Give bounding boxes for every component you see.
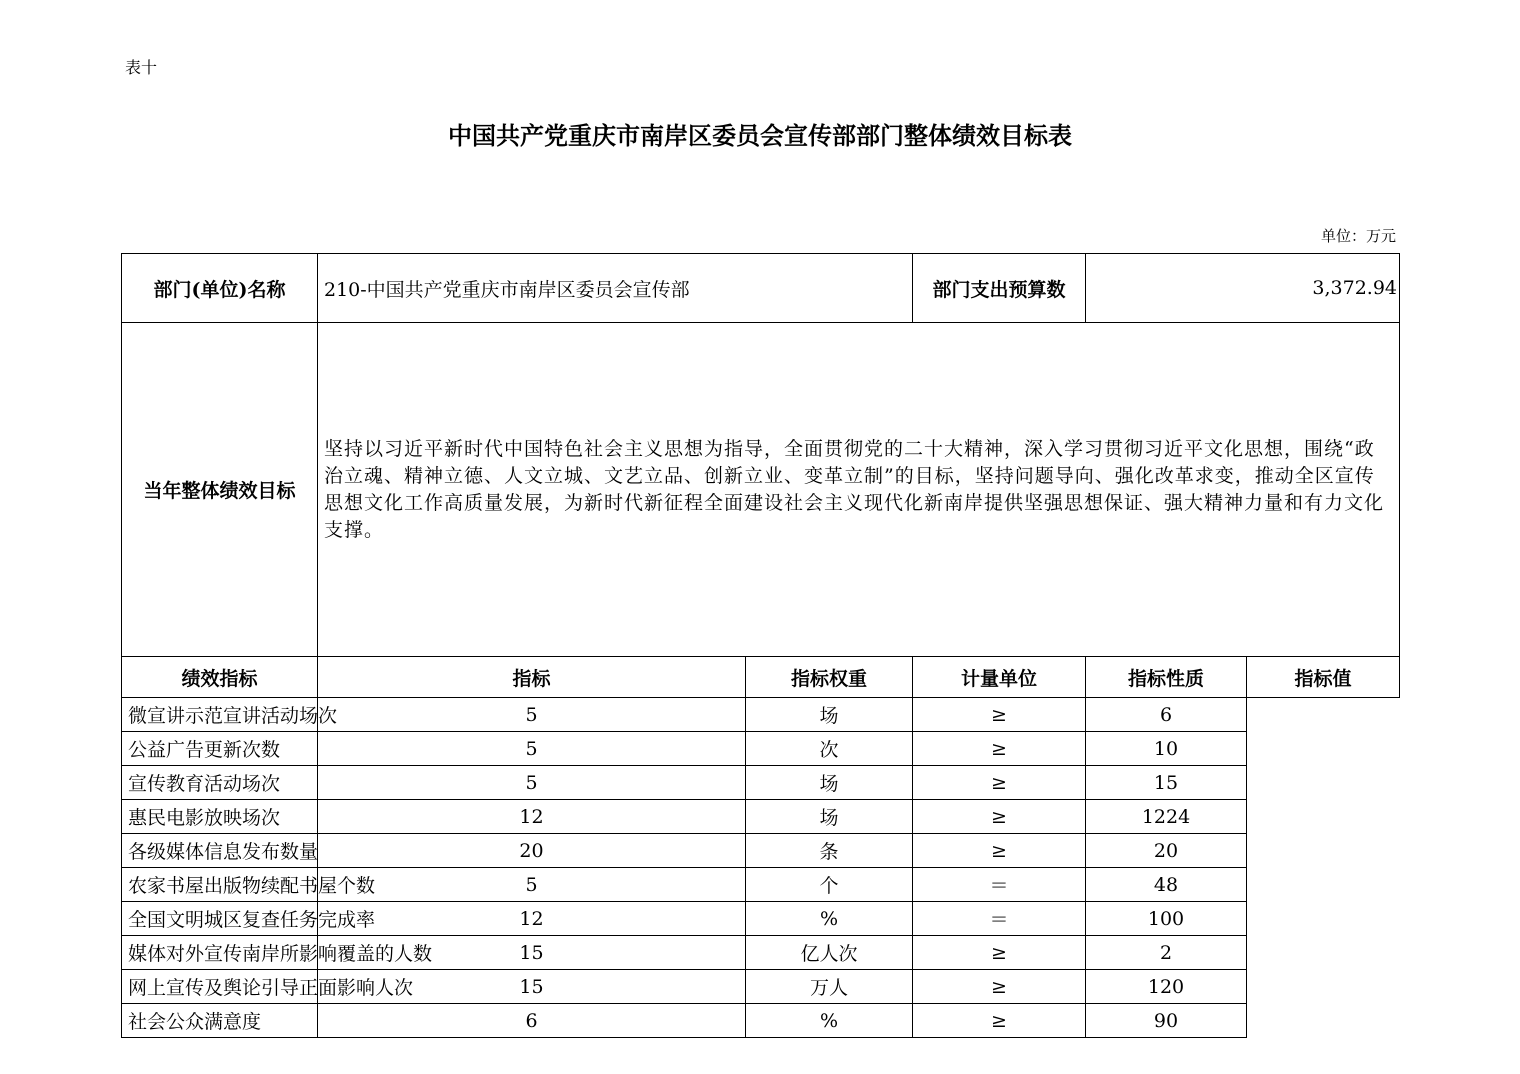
indicator-nature: ≥ xyxy=(913,698,1086,732)
header-nature: 指标性质 xyxy=(1086,657,1247,698)
table-row xyxy=(122,698,1400,732)
indicator-weight: 5 xyxy=(318,868,746,902)
indicator-nature: ＝ xyxy=(913,868,1086,902)
header-value: 指标值 xyxy=(1247,657,1400,698)
indicator-name: 社会公众满意度 xyxy=(122,1004,318,1038)
goal-row xyxy=(122,323,1400,657)
indicator-name: 各级媒体信息发布数量 xyxy=(122,834,318,868)
indicator-unit: 个 xyxy=(746,868,913,902)
table-row xyxy=(122,766,1400,800)
indicator-value: 1224 xyxy=(1086,800,1247,834)
indicator-name: 全国文明城区复查任务完成率 xyxy=(122,902,318,936)
table-row xyxy=(122,1004,1400,1038)
indicator-nature: ≥ xyxy=(913,732,1086,766)
indicator-nature: ≥ xyxy=(913,800,1086,834)
goal-label: 当年整体绩效目标 xyxy=(122,323,318,657)
indicator-unit: 场 xyxy=(746,766,913,800)
indicator-weight: 5 xyxy=(318,698,746,732)
budget-label: 部门支出预算数 xyxy=(913,254,1086,323)
budget-value: 3,372.94 xyxy=(1086,254,1400,323)
indicator-weight: 5 xyxy=(318,732,746,766)
indicator-value: 20 xyxy=(1086,834,1247,868)
indicator-nature: ≥ xyxy=(913,766,1086,800)
header-unit: 计量单位 xyxy=(913,657,1086,698)
indicator-name: 微宣讲示范宣讲活动场次 xyxy=(122,698,318,732)
indicator-unit: 万人 xyxy=(746,970,913,1004)
indicator-value: 6 xyxy=(1086,698,1247,732)
indicator-value: 2 xyxy=(1086,936,1247,970)
indicator-unit: 场 xyxy=(746,698,913,732)
indicator-value: 48 xyxy=(1086,868,1247,902)
goal-text: 坚持以习近平新时代中国特色社会主义思想为指导，全面贯彻党的二十大精神，深入学习贯彻习近平文化思想，围绕“政治立魂、精神立德、人文立城、文艺立品、创新立业、变革立制”的目标，坚持问题导向、强化改革求变，推动全区宣传思想文化工作高质量发展，为新时代新征程全面建设社会主义现代化新南岸提供坚强思想保证、强大精神力量和有力文化支撑。 xyxy=(318,323,1400,657)
header-indicator: 指标 xyxy=(318,657,746,698)
performance-table xyxy=(121,253,1400,1038)
indicators-label: 绩效指标 xyxy=(122,657,318,698)
indicator-name: 媒体对外宣传南岸所影响覆盖的人数 xyxy=(122,936,318,970)
indicator-name: 农家书屋出版物续配书屋个数 xyxy=(122,868,318,902)
dept-name-label: 部门(单位)名称 xyxy=(122,254,318,323)
dept-row xyxy=(122,254,1400,323)
indicator-nature: ≥ xyxy=(913,970,1086,1004)
indicator-header-row xyxy=(122,657,1400,698)
indicator-weight: 5 xyxy=(318,766,746,800)
indicator-value: 15 xyxy=(1086,766,1247,800)
table-row xyxy=(122,732,1400,766)
table-row xyxy=(122,800,1400,834)
indicator-name: 惠民电影放映场次 xyxy=(122,800,318,834)
indicator-name: 公益广告更新次数 xyxy=(122,732,318,766)
indicator-value: 90 xyxy=(1086,1004,1247,1038)
table-row xyxy=(122,834,1400,868)
indicator-name: 宣传教育活动场次 xyxy=(122,766,318,800)
indicator-nature: ≥ xyxy=(913,834,1086,868)
unit-label: 单位：万元 xyxy=(1320,227,1396,245)
indicator-unit: % xyxy=(746,1004,913,1038)
indicator-weight: 15 xyxy=(318,970,746,1004)
dept-name-value: 210-中国共产党重庆市南岸区委员会宣传部 xyxy=(318,254,913,323)
indicator-weight: 20 xyxy=(318,834,746,868)
indicator-weight: 15 xyxy=(318,936,746,970)
page-title: 中国共产党重庆市南岸区委员会宣传部部门整体绩效目标表 xyxy=(448,121,1072,150)
header-weight: 指标权重 xyxy=(746,657,913,698)
indicator-weight: 12 xyxy=(318,902,746,936)
table-row xyxy=(122,868,1400,902)
table-row xyxy=(122,902,1400,936)
indicator-unit: 次 xyxy=(746,732,913,766)
indicator-name: 网上宣传及舆论引导正面影响人次 xyxy=(122,970,318,1004)
table-row xyxy=(122,936,1400,970)
page-tag: 表十 xyxy=(125,58,158,77)
indicator-nature: ≥ xyxy=(913,1004,1086,1038)
indicator-nature: ≥ xyxy=(913,936,1086,970)
indicator-value: 120 xyxy=(1086,970,1247,1004)
indicator-value: 10 xyxy=(1086,732,1247,766)
indicator-unit: 亿人次 xyxy=(746,936,913,970)
indicator-unit: % xyxy=(746,902,913,936)
indicator-weight: 12 xyxy=(318,800,746,834)
indicator-unit: 场 xyxy=(746,800,913,834)
indicator-nature: ＝ xyxy=(913,902,1086,936)
indicator-weight: 6 xyxy=(318,1004,746,1038)
indicator-unit: 条 xyxy=(746,834,913,868)
table-row xyxy=(122,970,1400,1004)
indicator-value: 100 xyxy=(1086,902,1247,936)
